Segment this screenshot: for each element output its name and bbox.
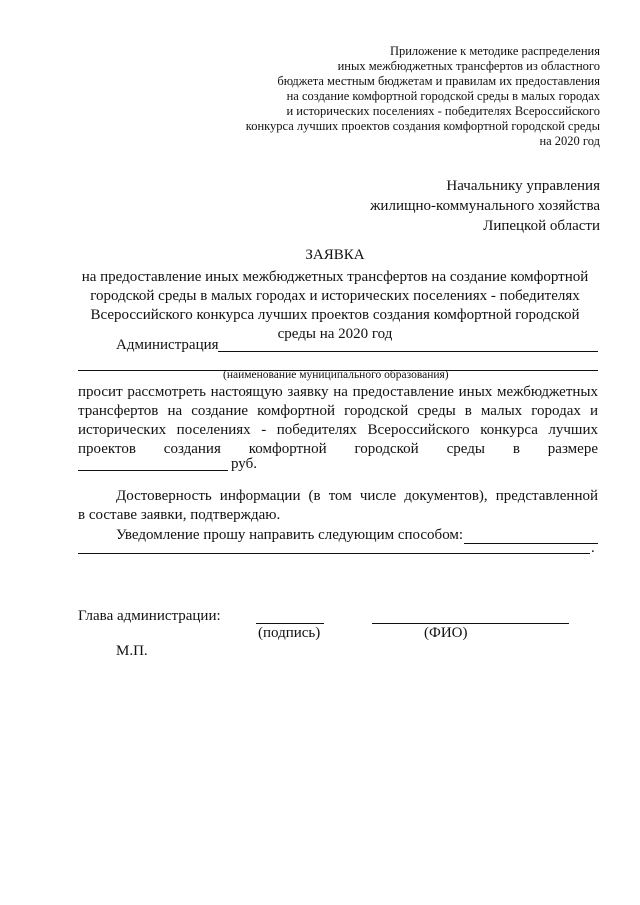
signature-caption: (подпись) [258,625,321,641]
currency-label: руб. [231,456,257,472]
addressee-line: Липецкой области [483,218,600,234]
appendix-line: иных межбюджетных трансфертов из областного [337,59,600,73]
confirmation-line: в составе заявки, подтверждаю. [78,507,281,523]
amount-field[interactable] [78,470,228,471]
request-line: трансфертов на создание комфортной городской среды в малых городах и [78,403,598,419]
request-line: проектов создания комфортной городской среды в размере [78,441,598,457]
title-line: городской среды в малых городах и исторических поселениях - победителях [90,288,580,304]
notification-field[interactable] [464,543,598,544]
title-heading: ЗАЯВКА [305,247,365,263]
appendix-line: бюджета местным бюджетам и правилам их предоставления [277,74,600,88]
appendix-line: и исторических поселениях - победителях Всероссийского [286,104,600,118]
appendix-line: Приложение к методике распределения [389,44,600,58]
title-line: Всероссийского конкурса лучших проектов создания комфортной городской [90,307,580,323]
appendix-note [180,44,600,149]
title-line: на предоставление иных межбюджетных трансфертов на создание комфортной [81,269,589,285]
notification-end: . [591,540,595,556]
administration-caption: (наименование муниципального образования) [223,369,449,381]
confirmation-line: Достоверность информации (в том числе документов), представленной [116,488,598,504]
addressee-line: жилищно-коммунального хозяйства [370,198,600,214]
administration-label: Администрация [116,337,219,353]
head-label: Глава администрации: [78,608,221,624]
administration-field[interactable] [218,351,598,352]
document-title [70,246,600,344]
appendix-line: на создание комфортной городской среды в малых городах [286,89,600,103]
request-line: просит рассмотреть настоящую заявку на предоставление иных межбюджетных [78,384,598,400]
addressee-line: Начальнику управления [446,178,600,194]
title-line: среды на 2020 год [277,326,393,342]
notification-field-continued[interactable] [78,553,590,554]
appendix-line: на 2020 год [539,134,600,148]
appendix-line: конкурса лучших проектов создания комфортной городской среды [245,119,600,133]
request-line: исторических поселениях - победителях Всероссийского конкурса лучших [78,422,598,438]
full-name-field[interactable] [372,623,569,624]
addressee [240,176,600,236]
seal-placeholder: М.П. [116,643,148,659]
notification-label: Уведомление прошу направить следующим способом: [116,527,464,543]
signature-field[interactable] [256,623,324,624]
full-name-caption: (ФИО) [424,625,468,641]
